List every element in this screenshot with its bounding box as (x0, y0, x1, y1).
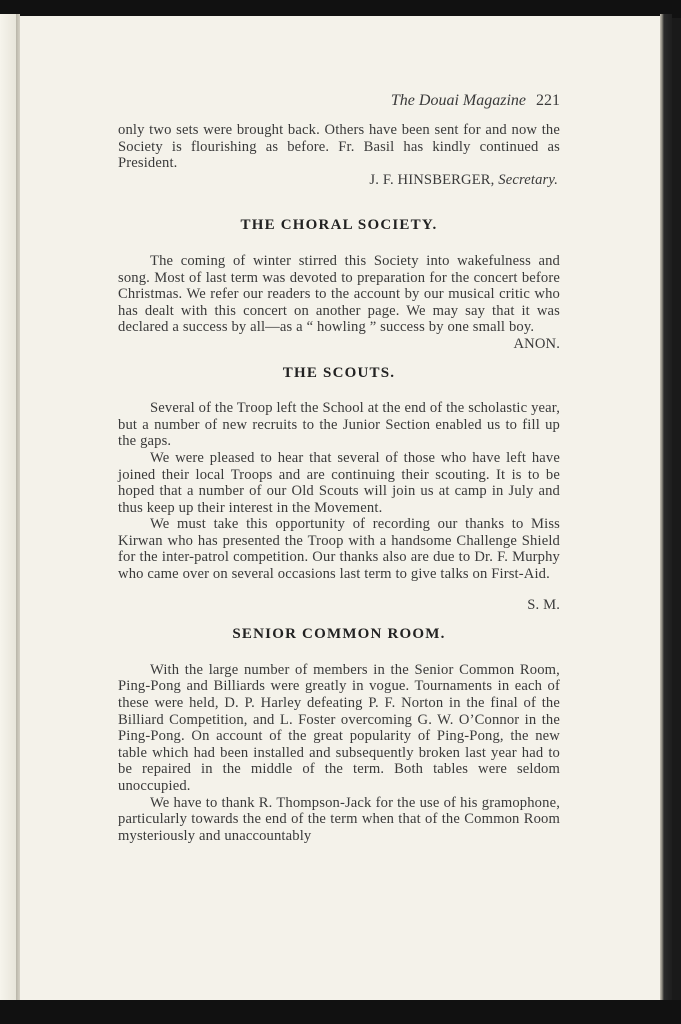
choral-signoff: ANON. (513, 335, 560, 352)
scouts-paragraph-2: We were pleased to hear that several of those who have left have joined their local Troops and are continuing their scouting. It is to be hoped that a number of our Old Scouts will join us at camp in July and thus keep up their interest in the Movement. (118, 449, 560, 516)
magazine-page (20, 16, 660, 1000)
book-cover-edge (660, 14, 672, 1000)
scouts-paragraph-1: Several of the Troop left the School at the end of the scholastic year, but a number of new recruits to the Junior Section enabled us to fill up the gaps. (118, 400, 560, 450)
magazine-title: The Douai Magazine (390, 92, 526, 109)
facing-page-edge (0, 14, 16, 1000)
intro-signoff-name: J. F. HINSBERGER, (369, 171, 495, 188)
intro-signoff (118, 172, 558, 189)
common-room-paragraph-1: With the large number of members in the Senior Common Room, Ping-Pong and Billiards were greatly in vogue. Tournaments in each of these were held, D. P. Harley defeating P. F. Norton in the final of the Billiard Competition, and L. Foster overcoming G. W. O’Connor in the Ping-Pong. On account of the great popularity of Ping-Pong, the new table which had been installed and subsequently broken last year had to be repaired in the middle of the term. Both tables were seldom unoccupied. (118, 661, 560, 794)
scouts-paragraph-3: We must take this opportunity of recording our thanks to Miss Kirwan who has presented the Troop with a handsome Challenge Shield for the inter-patrol competition. Our thanks also are due to Dr. F. Murphy who came over on several occasions last term to give talks on First-Aid. (118, 516, 560, 583)
running-header (391, 92, 560, 110)
intro-paragraph: only two sets were brought back. Others have been sent for and now the Society is flourishing as before. Fr. Basil has kindly continued as President. (118, 122, 560, 172)
common-room-heading: SENIOR COMMON ROOM. (232, 626, 446, 643)
intro-signoff-role: Secretary. (498, 171, 558, 188)
choral-heading: THE CHORAL SOCIETY. (240, 217, 438, 234)
choral-paragraph: The coming of winter stirred this Society into wakefulness and song. Most of last term was devoted to preparation for the concert before Christmas. We refer our readers to the account by our musical critic who has dealt with this concert on another page. We may say that it was declared a success by all—as a “ howling ” success by one small boy. (118, 252, 560, 336)
page-body (118, 122, 560, 844)
common-room-paragraph-2: We have to thank R. Thompson-Jack for the use of his gramophone, particularly towards the end of the term when that of the Common Room mysteriously and unaccountably (118, 794, 560, 844)
scouts-heading: THE SCOUTS. (282, 364, 396, 381)
scan-background-bottom (0, 1000, 681, 1024)
scouts-signoff: S. M. (527, 596, 560, 613)
page-number: 221 (536, 92, 560, 109)
